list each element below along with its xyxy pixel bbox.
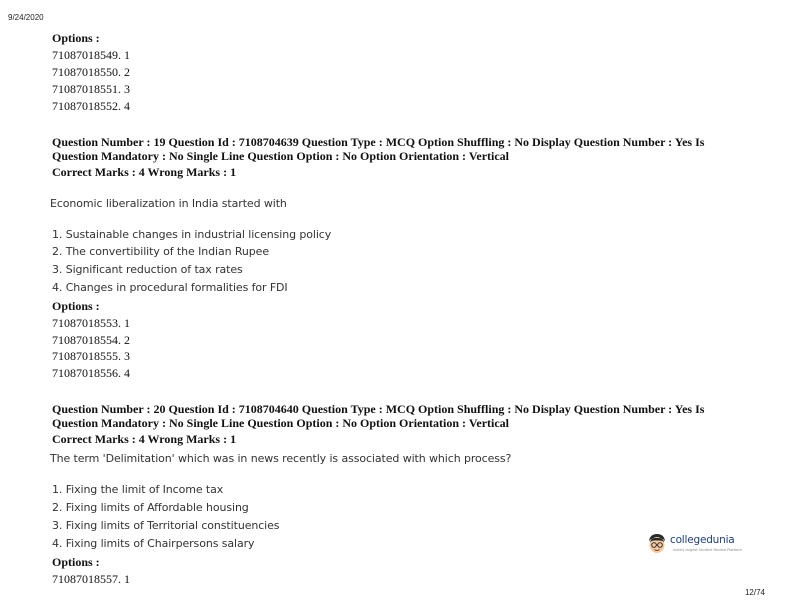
option-code: 71087018552. 4 [52,99,130,113]
question-marks: Correct Marks : 4 Wrong Marks : 1 [52,165,237,179]
question-meta: Question Mandatory : No Single Line Question Option : No Option Orientation : Vertical [52,416,510,430]
option-code: 71087018556. 4 [52,366,130,380]
options-label: Options : [52,299,100,313]
choice-item: 4. Fixing limits of Chairpersons salary [52,537,255,550]
question-text: Economic liberalization in India started with [50,197,287,210]
choice-item: 2. The convertibility of the Indian Rupee [52,245,269,258]
choice-item: 1. Sustainable changes in industrial licensing policy [52,228,332,241]
choice-item: 1. Fixing the limit of Income tax [52,483,224,496]
option-code: 71087018553. 1 [52,316,130,330]
option-code: 71087018555. 3 [52,349,130,363]
option-code: 71087018557. 1 [52,572,130,586]
question-meta: Question Number : 20 Question Id : 7108704640 Question Type : MCQ Option Shuffling : No Display Question Number : Yes Is [52,402,705,416]
question-meta: Question Number : 19 Question Id : 7108704639 Question Type : MCQ Option Shuffling : No Display Question Number : Yes Is [52,135,705,149]
collegedunia-logo [646,530,756,560]
page-number: 12/74 [744,588,765,597]
question-marks: Correct Marks : 4 Wrong Marks : 1 [52,432,237,446]
option-code: 71087018551. 3 [52,82,130,96]
question-meta: Question Mandatory : No Single Line Question Option : No Option Orientation : Vertical [52,149,510,163]
print-date: 9/24/2020 [8,13,44,22]
choice-item: 4. Changes in procedural formalities for FDI [52,281,288,294]
choice-item: 3. Fixing limits of Territorial constituencies [52,519,280,532]
choice-item: 2. Fixing limits of Affordable housing [52,501,249,514]
mascot-icon [646,532,668,556]
option-code: 71087018550. 2 [52,65,130,79]
logo-wordmark: collegedunia [670,534,735,546]
option-code: 71087018554. 2 [52,333,130,347]
option-code: 71087018549. 1 [52,48,130,62]
question-text: The term 'Delimitation' which was in news recently is associated with which process? [50,452,512,465]
options-label: Options : [52,555,100,569]
options-label: Options : [52,31,100,45]
logo-tagline: India's largest Student Review Platform [673,548,742,552]
choice-item: 3. Significant reduction of tax rates [52,263,243,276]
